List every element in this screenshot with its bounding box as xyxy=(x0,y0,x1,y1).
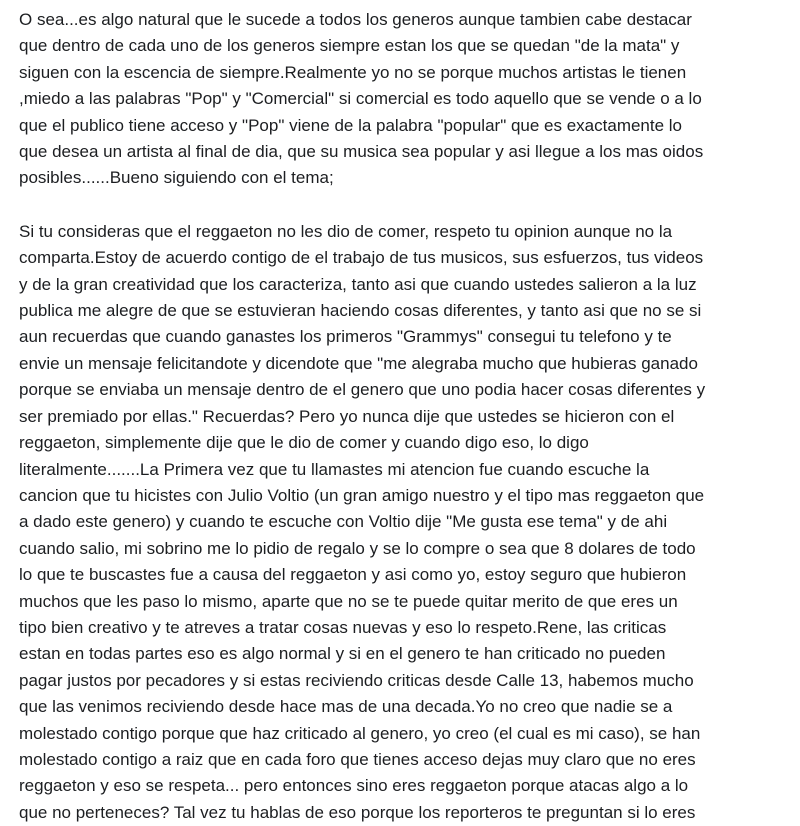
text-line: literalmente.......La Primera vez que tu llamastes mi atencion fue cuando escuche la xyxy=(19,459,650,479)
text-line: estan en todas partes eso es algo normal y si en el genero te han criticado no pueden xyxy=(19,644,666,664)
text-line: que las venimos reciviendo desde hace mas de una decada.Yo no creo que nadie se a xyxy=(19,697,673,717)
text-line: aun recuerdas que cuando ganastes los primeros "Grammys" consegui tu telefono y te xyxy=(19,327,672,347)
text-line: molestado contigo porque que haz criticado al genero, yo creo (el cual es mi caso), se han xyxy=(19,723,701,743)
text-line: reggaeton, simplemente dije que le dio de comer y cuando digo eso, lo digo xyxy=(19,433,589,453)
text-line: pagar justos por pecadores y si estas reciviendo criticas desde Calle 13, habemos mucho xyxy=(19,670,694,690)
text-line: reggaeton y eso se respeta... pero entonces sino eres reggaeton porque atacas algo a lo xyxy=(19,776,689,796)
text-line: y de la gran creatividad que los caracteriza, tanto asi que cuando ustedes salieron a la luz xyxy=(19,274,697,294)
text-line: comparta.Estoy de acuerdo contigo de el trabajo de tus musicos, sus esfuerzos, tus videos xyxy=(19,248,704,268)
text-line: muchos que les paso lo mismo, aparte que no se te puede quitar merito de que eres un xyxy=(19,591,678,611)
text-line: que el publico tiene acceso y "Pop" viene de la palabra "popular" que es exactamente lo xyxy=(19,115,683,135)
text-line: a dado este genero) y cuando te escuche con Voltio dije "Me gusta ese tema" y de ahi xyxy=(19,512,668,532)
text-line: cuando salio, mi sobrino me lo pidio de regalo y se lo compre o sea que 8 dolares de todo xyxy=(19,538,696,558)
text-line: publica me alegre de que se estuvieran haciendo cosas diferentes, y tanto asi que no se si xyxy=(19,301,702,321)
text-line: O sea...es algo natural que le sucede a todos los generos aunque tambien cabe destacar xyxy=(19,10,692,29)
text-line: ser premiado por ellas." Recuerdas? Pero yo nunca dije que ustedes se hicieron con el xyxy=(19,406,675,426)
text-line: siguen con la escencia de siempre.Realmente yo no se porque muchos artistas le tienen xyxy=(19,62,687,82)
paragraph-break xyxy=(19,192,794,219)
text-line: molestado contigo a raiz que en cada foro que tienes acceso dejas muy claro que no eres xyxy=(19,749,696,769)
text-line: ,miedo a las palabras "Pop" y "Comercial" si comercial es todo aquello que se vende o a lo xyxy=(19,89,702,109)
text-line: que desea un artista al final de dia, que su musica sea popular y asi llegue a los mas oidos xyxy=(19,142,704,162)
paragraph xyxy=(19,219,794,826)
text-line: lo que te buscastes fue a causa del reggaeton y asi como yo, estoy seguro que hubieron xyxy=(19,565,687,585)
text-line: cancion que tu hicistes con Julio Voltio (un gran amigo nuestro y el tipo mas reggaeton que xyxy=(19,485,705,505)
text-line: que dentro de cada uno de los generos siempre estan los que se quedan "de la mata" y xyxy=(19,36,680,56)
post-body xyxy=(19,7,794,826)
text-line: que no perteneces? Tal vez tu hablas de eso porque los reporteros te preguntan si lo eres xyxy=(19,802,696,822)
text-line: envie un mensaje felicitandote y dicendote que "me alegraba mucho que hubieras ganado xyxy=(19,353,698,373)
text-line: Si tu consideras que el reggaeton no les dio de comer, respeto tu opinion aunque no la xyxy=(19,221,673,241)
text-line: tipo bien creativo y te atreves a tratar cosas nuevas y eso lo respeto.Rene, las criticas xyxy=(19,617,667,637)
paragraph xyxy=(19,7,794,192)
text-line: porque se enviaba un mensaje dentro de el genero que uno podia hacer cosas diferentes y xyxy=(19,380,706,400)
text-line: posibles......Bueno siguiendo con el tema; xyxy=(19,168,334,188)
